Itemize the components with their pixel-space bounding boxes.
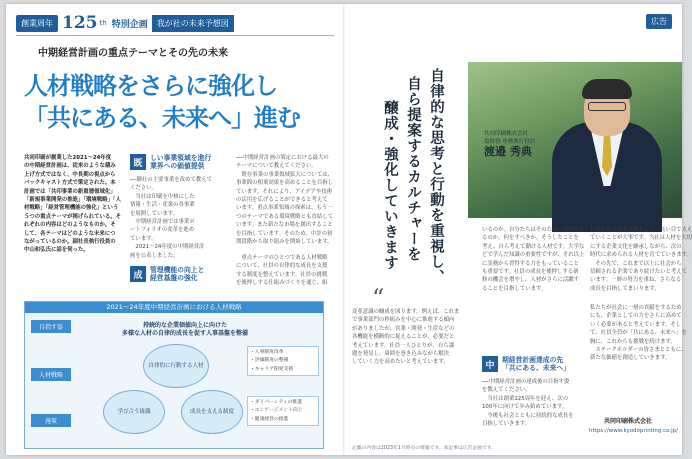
diagram-label-goal: 目指す姿 xyxy=(31,320,71,333)
kicker: 中期経営計画の重点テーマとその先の未来 xyxy=(38,48,228,59)
company-signature: 共同印刷株式会社 xyxy=(604,418,653,425)
diagram-label-strategy: 人材戦略 xyxy=(31,368,71,381)
series-header xyxy=(16,12,234,34)
diagram-headline: 持続的な企業価値向上に向けた 多様な人材の自律的成長を促す人事基盤を整備 xyxy=(121,322,248,337)
right-column-b: いるのか。自分たちはそのために何ができ るのか。何をすべきか。そうしたことを 考え、自ら考えて動ける人材です。大学な どで学んだ知識の重要性ですが、それ以上 に実務から習得する力をもっていること も重要です。社員の成長を後押しする研 修の機会を増やし、人材がさらに活躍す ることを目指しています。 xyxy=(482,227,585,292)
headline-line-2: 「共にある、未来へ」進む xyxy=(24,104,300,132)
right-column-e: 私たちが社会に一層の貢献をするため にも、企業としての力をさらに高めて いく必要があると考えています。そし て、社員全員が「共にある、未来へ」を 胸に、これからも挑戦を続けます。 ステークホルダーの皆さまとともに、 新たな価値を創造していきます。 xyxy=(590,305,687,362)
headline-line-1: 人材戦略をさらに強化し xyxy=(24,72,277,100)
portrait-caption xyxy=(484,130,535,156)
header-rule xyxy=(16,35,334,36)
caption-role: 取締役 専務執行役員 xyxy=(484,139,536,145)
diagram-circle-2: 学び合う組織 xyxy=(103,390,165,434)
section-heading-1 xyxy=(130,154,211,170)
diagram-label-measures: 施策 xyxy=(31,414,71,427)
anniversary-number: 125 xyxy=(62,13,98,33)
section-mark: 成 xyxy=(130,266,146,282)
topic-label: 我が社の未来予想図 xyxy=(152,15,234,32)
vertical-title-3: 醸成・強化していきます xyxy=(382,100,398,271)
intro-paragraph: 共同印刷が創業した2021〜24年度 の中期経営計画は、従来のような積み 上げ方式ではなく、中長期の視点から バックキャスト方式で策定された。本 計画では「共印事業の新重層領域化」 「新規事業開発の推進」「環境戦略」「人 材戦略」「経営管理機能の強化」という ５つの重点テーマが掲げられている。そ れぞれの内容はどのようなものか。そ して、各テーマはどのような未来につ ながっているのか。副社長執行役員の 中山和弘氏に話を伺った。 xyxy=(24,155,122,254)
ad-badge: 広告 xyxy=(646,14,672,29)
section-heading-2 xyxy=(130,266,204,282)
quote-mark: “ xyxy=(372,284,385,312)
diagram-box-1: ・人事制度改革 ・評価制度の整備 ・キャリア開発支援 xyxy=(247,346,319,376)
anniversary-suffix: th xyxy=(99,19,107,27)
section-mark: 既 xyxy=(130,154,146,170)
caption-company: 共同印刷株式会社 xyxy=(484,131,529,137)
section-title: しい事業領域を進行 業界への価値提供 xyxy=(150,154,212,170)
page-gutter xyxy=(343,4,345,455)
section-heading-3 xyxy=(482,356,570,372)
footer-note: 記載の内容は2023年1月時点の情報です。本記事は広告企画です。 xyxy=(352,446,497,451)
strategy-diagram xyxy=(24,301,324,449)
spacer xyxy=(130,286,131,287)
diagram-box-2: ・ダイバーシティの推進 ・エンゲージメント向上 ・健康経営の推進 xyxy=(247,396,319,426)
company-url[interactable]: https://www.kyodoprinting.co.jp/ xyxy=(589,428,679,434)
right-column-c: れば自社の企業活動として、長い目で支え ていくことが大事です。当社は人材を大切 にする企業文化を継承しながら、次の 時代に求められる人材を育てていきます。 その先で、これまで以上に社会から 信頼される企業であり続けたいと考えて います。一層の努力を重ね、さらなる 成長を目指してまいります。 xyxy=(590,227,692,292)
caption-name: 渡邉 秀典 xyxy=(484,145,532,158)
column-3b-text: 重点テーマのひとつである人材戦略 について、社員の自律的な成長を支援 する制度を整えています。社員の挑戦 を後押しする仕組みづくりを通じ、組 xyxy=(236,255,328,287)
right-column-a: 変革意識の醸成を図ります。例えば、これま で事業部門の枠組みを中心に推進する傾向 がありましたが、営業・開発・生産などの 各機能を横断的に捉えることが、必要だと 考えています。社員一人ひとりが、自ら課 題を発見し、周囲を巻き込みながら解決 していく力を高めたいと考えています。 xyxy=(352,309,460,366)
column-2-text: ──御社の主要事業を改めて教えて ください。 当社は印刷を中核にした 情報・生活・産業の各事業 を展開しています。 中期経営計画では事業ポ ートフォリオの変革を進め ています。 2021〜24年度の中期経営計 画を公表しました。 xyxy=(130,177,212,259)
right-column-d: ──中期経営計画の達成後の目指す姿 を教えてください。 当社は創業125周年を迎え、次の 100年に向けて歩み始めています。 今後も社会とともに持続的な成長を 目指していきます。 xyxy=(482,379,574,427)
portrait-hair xyxy=(582,79,632,99)
special-label: 特別企画 xyxy=(111,19,148,30)
anniversary-badge: 創業周年 xyxy=(16,15,58,32)
vertical-title-2: 自ら提案するカルチャーを xyxy=(405,76,421,262)
magazine-spread xyxy=(6,4,692,455)
portrait-glasses xyxy=(588,102,626,111)
section-title: 期経営計画達成の先 「共にある、未来へ」 xyxy=(502,356,570,372)
column-3-text: ──中期経営計画の策定における最大の テーマについて教えてください。 既存事業の事業領域拡大については、 事業間の相乗効果を高めることを目指し ています。それにより、アイデアや技術 の活用を広げることができると考えて います。重点事業領域の探索は、もう一 つのテーマである環境戦略とも直結して います。また新たな市場を創出すること を目指しています。そのため、中計の初 期段階から取り組みを開始しています。 xyxy=(236,155,334,245)
diagram-circle-3: 成長を支える制度 xyxy=(181,390,243,434)
diagram-title: 2021〜24年度中期経営計画における人材戦略 xyxy=(25,302,323,313)
vertical-title-1: 自律的な思考と行動を重視し、 xyxy=(428,68,444,285)
diagram-circle-1: 自律的に行動する人材 xyxy=(143,344,209,388)
section-mark: 中 xyxy=(482,356,498,372)
section-title: 管理機能の向上と 経営基盤の強化 xyxy=(150,266,205,282)
